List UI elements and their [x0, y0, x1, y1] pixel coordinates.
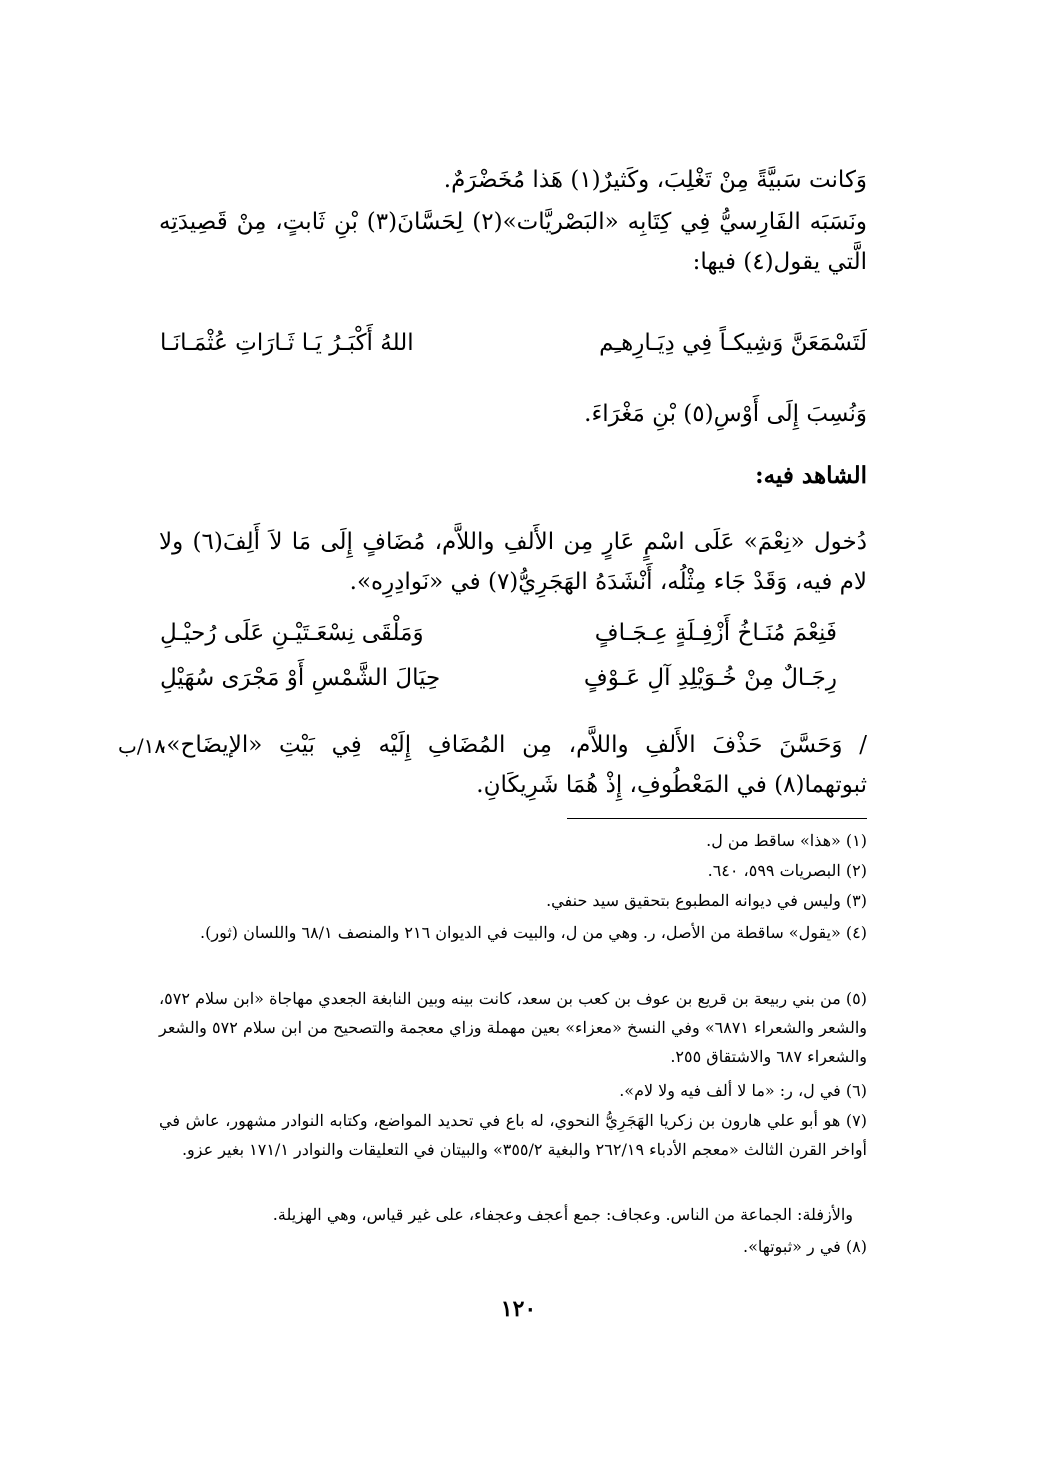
paragraph-1: وَكانت سَبيَّةً مِنْ تَغْلِبَ، وكَثيرٌ(١) هَذا مُخَضْرَمٌ.	[443, 167, 867, 193]
footnote-3: (٣) وليس في ديوانه المطبوع بتحقيق سيد حنفي.	[546, 891, 867, 910]
verse-2-first-hemistich: فَنِعْمَ مُنَـاخُ أَزْفِـلَةٍ عِـجَـافٍ	[594, 620, 837, 646]
footnote-6: (٦) في ل، ر: «ما لا ألف فيه ولا لام».	[619, 1081, 867, 1100]
paragraph-5: / وَحَسَّنَ حَذْفَ الأَلفِ واللاَّم، مِن المُضَافِ إِلَيْه فِي بَيْتِ «الإيضَاح»، ثبوتهما(٨) في المَعْطُوفِ، إِذْ هُمَا شَرِيكَانِ.	[159, 732, 867, 798]
section-heading: الشاهد فيه:	[755, 462, 867, 489]
paragraph-2: ونَسَبَه الفَارِسيُّ فِي كِتَابِه «البَصْريَّات»(٢) لِحَسَّانَ(٣) بْنِ ثَابتٍ، مِنْ قَصِيدَتِه الَّتي يقول(٤) فيها:	[159, 209, 867, 275]
footnote-4: (٤) «يقول» ساقطة من الأصل، ر. وهي من ل، والبيت في الديوان ٢١٦ والمنصف ٦٨/١ واللسان (ثور).	[200, 923, 867, 942]
verse-3-second-hemistich: حِيَالَ الشَّمْسِ أَوْ مَجْرَى سُهَيْلِ	[160, 665, 441, 691]
footnote-8: (٨) في ر «ثبوتها».	[743, 1237, 867, 1256]
paragraph-4: دُخول «نِعْمَ» عَلَى اسْمٍ عَارٍ مِن الأَلفِ واللاَّم، مُضَافٍ إِلَى مَا لاَ أَلِفَ(٦) ولا لام فيه، وَقَدْ جَاء مِثْلُه، أَنْشَدَهُ الهَجَرِيُّ(٧) في «نَوادِرِه».	[159, 529, 868, 595]
margin-folio-reference: ١٨/ب	[118, 734, 166, 758]
footnote-separator	[567, 818, 867, 819]
verse-2-second-hemistich: وَمَلْقَى نِسْعَـتَيْـنِ عَلَى رُحيْـلِ	[160, 620, 424, 646]
verse-3-first-hemistich: رِجَـالٌ مِنْ خُـوَيْلِدِ آلِ عَـوْفٍ	[583, 665, 837, 691]
footnote-7-gloss: والأزفلة: الجماعة من الناس. وعجاف: جمع أعجف وعجفاء، على غير قياس، وهي الهزيلة.	[272, 1205, 853, 1224]
footnote-5: (٥) من بني ربيعة بن قريع بن عوف بن كعب بن سعد، كانت بينه وبين النابغة الجعدي مهاجاة «ابن سلام ٥٧٢، والشعر والشعراء ٦٨٧١» وفي النسخ «معزاء» بعين مهملة وزاي معجمة والتصحيح من ابن سلام ٥٧٢ والشعر والشعراء ٦٨٧ والاشتقاق ٢٥٥.	[159, 989, 868, 1066]
verse-1-first-hemistich: لَتَسْمَعَنَّ وَشِيكـاً فِي دِيَـارِهـِم	[599, 330, 867, 356]
page-number: ١٢٠	[500, 1296, 537, 1322]
footnote-2: (٢) البصريات ٥٩٩، ٦٤٠.	[707, 861, 867, 880]
paragraph-3: وَنُسِبَ إِلَى أَوْسِ(٥) بْنِ مَغْرَاءَ.	[584, 401, 867, 427]
footnote-1: (١) «هذا» ساقط من ل.	[706, 831, 867, 850]
footnote-7: (٧) هو أبو علي هارون بن زكريا الهَجَرِيُّ النحوي، له باع في تحديد المواضع، وكتابه النوادر مشهور، عاش في أواخر القرن الثالث «معجم الأدباء ٢٦٢/١٩ والبغية ٣٥٥/٢» والبيتان في التعليقات والنوادر ١٧١/١ بغير عزو.	[159, 1111, 867, 1159]
verse-1-second-hemistich: اللهُ أَكْبَـرُ يَـا ثَـارَاتِ عُثْمَـانَـا	[160, 330, 414, 356]
